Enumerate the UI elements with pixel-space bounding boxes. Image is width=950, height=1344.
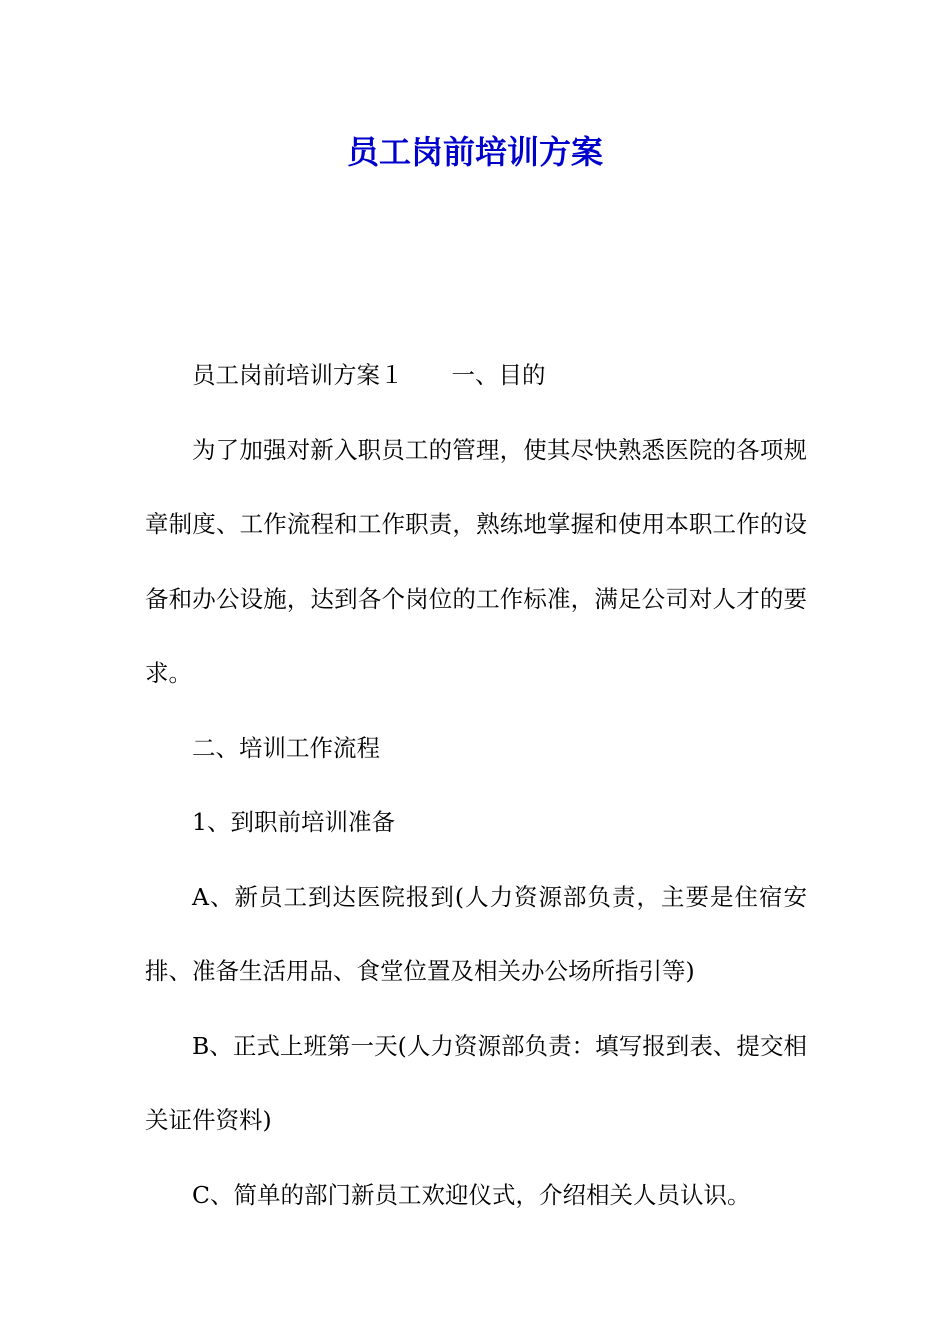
item-b-first-day: B、正式上班第一天(人力资源部负责：填写报到表、提交相关证件资料) [145,1031,807,1134]
paragraph-purpose: 为了加强对新入职员工的管理，使其尽快熟悉医院的各项规章制度、工作流程和工作职责，熟练地掌握和使用本职工作的设备和办公设施，达到各个岗位的工作标准，满足公司对人才的要求。 [145,435,807,687]
section-intro-line [145,338,807,413]
section-heading: 一、目的 [451,361,546,389]
document-title: 员工岗前培训方案 [346,133,603,171]
item-c-welcome: C、简单的部门新员工欢迎仪式，介绍相关人员认识。 [192,1180,751,1209]
heading-training-process: 二、培训工作流程 [192,733,380,762]
subheading-pre-onboarding: 1、到职前培训准备 [192,808,395,836]
document-body [145,338,807,1232]
section-label: 员工岗前培训方案１ [192,361,404,389]
item-a-arrival: A、新员工到达医院报到(人力资源部负责，主要是住宿安排、准备生活用品、食堂位置及相关办公场所指引等) [145,882,807,985]
